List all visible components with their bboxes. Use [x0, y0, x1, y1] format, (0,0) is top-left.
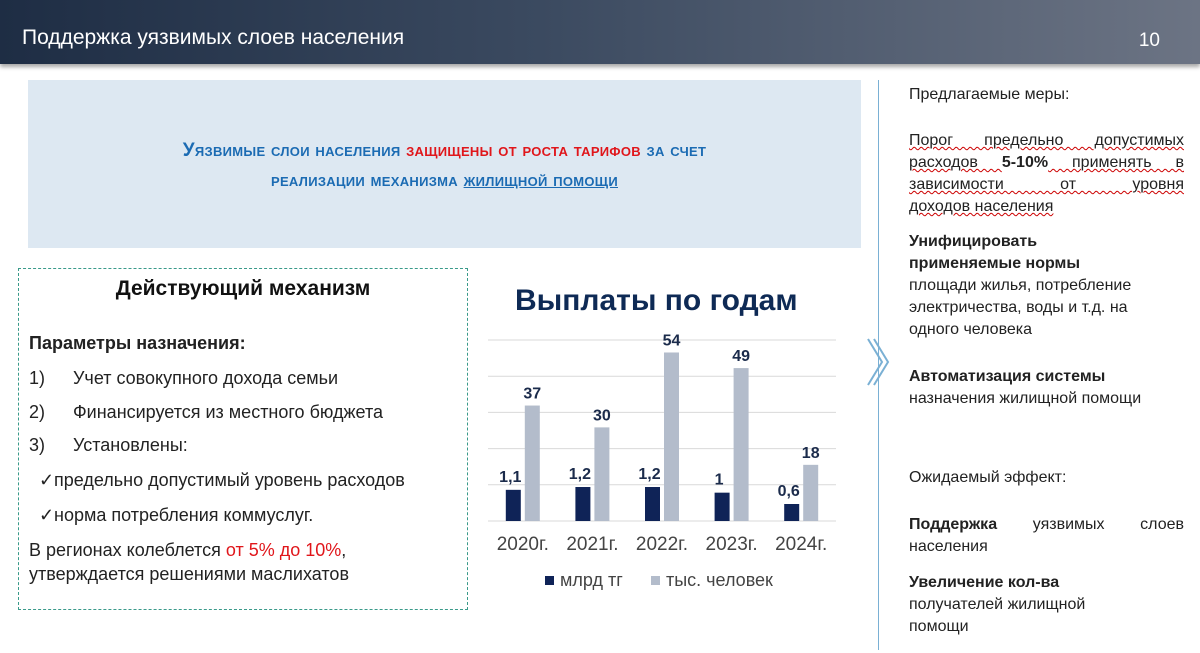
list-item [29, 368, 338, 389]
banner-link[interactable]: жилищной помощи [463, 170, 618, 191]
effect-1-text-2: населения [909, 538, 988, 555]
legend-label-people: тыс. человек [666, 570, 773, 590]
mechanism-title: Действующий механизм [115, 277, 371, 300]
list-text: Установлены: [73, 435, 188, 455]
measure-1-line [909, 152, 1184, 174]
slide-header [0, 0, 1200, 64]
effect-1-heading: Поддержка [909, 516, 998, 533]
measure-3 [909, 366, 1184, 410]
list-text: Учет совокупного дохода семьи [73, 368, 339, 388]
banner-text-2: реализации механизма [270, 170, 464, 191]
data-label-mlrd: 1 [714, 471, 724, 489]
checkmark-icon: ✓ [39, 470, 55, 490]
checkmark-icon: ✓ [39, 505, 55, 525]
regional-note-line-2: утверждается решениями маслихатов [29, 564, 350, 584]
measure-1-text: Порог предельно допустимых [909, 132, 1184, 149]
effect-title: Ожидаемый эффект: [909, 469, 1067, 486]
bar-mlrd-tg [506, 490, 521, 521]
effect-2-text: получателей жилищной помощи [909, 596, 1086, 635]
page-number: 10 [1138, 30, 1160, 51]
measure-1 [909, 130, 1184, 218]
effect-2-heading: Увеличение кол-ва [909, 574, 1060, 591]
note-highlight: от 5% до 10% [225, 540, 342, 560]
banner-text: Уязвимые слои населения [182, 140, 407, 161]
chevron-right-icon [862, 335, 890, 389]
list-item [29, 435, 188, 456]
bar-mlrd-tg [784, 504, 799, 521]
bar-mlrd-tg [715, 493, 730, 521]
bar-mlrd-tg [575, 487, 590, 521]
measure-3-text: назначения жилищной помощи [909, 390, 1142, 407]
bar-thousand-people [803, 465, 818, 521]
bar-mlrd-tg [645, 487, 660, 521]
banner-line-1 [28, 140, 861, 162]
check-text: предельно допустимый уровень расходов [54, 470, 405, 490]
measures-title: Предлагаемые меры: [909, 86, 1070, 103]
data-label-mlrd: 1,2 [638, 466, 661, 483]
banner-line-2 [28, 170, 861, 192]
bar-thousand-people [734, 368, 749, 521]
measure-2 [909, 231, 1177, 341]
bar-thousand-people [664, 352, 679, 521]
key-message-banner [28, 80, 861, 248]
data-label-people: 54 [662, 332, 681, 350]
list-number: 1) [29, 368, 46, 388]
data-label-people: 49 [732, 348, 750, 366]
data-label-people: 37 [523, 385, 542, 403]
effect-2 [909, 572, 1139, 638]
effect-1 [909, 514, 1184, 558]
payments-bar-chart [480, 330, 850, 600]
measure-1-highlight: 5-10% [1001, 154, 1049, 171]
measure-3-heading: Автоматизация системы [909, 368, 1106, 385]
x-tick-label: 2021г. [566, 534, 619, 555]
check-item [29, 505, 313, 526]
effect-1-line [909, 514, 1184, 536]
list-number: 2) [29, 402, 46, 422]
data-label-people: 18 [801, 444, 820, 462]
measure-1-line [909, 196, 1184, 218]
measure-1-text: расходов [909, 154, 1002, 171]
note-text: В регионах колеблется [29, 540, 226, 560]
legend-swatch-mlrd [545, 576, 554, 585]
slide-title: Поддержка уязвимых слоев населения [22, 26, 405, 49]
x-tick-label: 2022г. [635, 534, 689, 555]
measure-1-line [909, 174, 1184, 196]
data-label-people: 30 [593, 407, 611, 425]
params-label: Параметры назначения: [29, 333, 246, 353]
legend-label-mlrd: млрд тг [560, 570, 623, 590]
banner-highlight: защищены от роста тарифов [406, 140, 641, 161]
x-tick-label: 2023г. [705, 534, 758, 555]
list-text: Финансируется из местного бюджета [73, 402, 383, 422]
effect-1-text: уязвимых слоев [997, 516, 1184, 533]
x-tick-label: 2024г. [775, 534, 828, 555]
check-text: норма потребления коммуслуг. [54, 505, 314, 525]
data-label-mlrd: 0,6 [777, 483, 800, 500]
x-tick-label: 2020г. [496, 534, 549, 555]
list-number: 3) [29, 435, 46, 455]
note-punct: , [341, 540, 347, 560]
banner-text-end: за счет [640, 140, 707, 161]
legend-swatch-people [651, 576, 660, 585]
check-item [29, 470, 405, 491]
current-mechanism-box [18, 268, 468, 610]
list-item [29, 402, 383, 423]
data-label-mlrd: 1,1 [499, 468, 522, 486]
measure-2-text: площади жилья, потребление электричества, воды и т.д. на одного человека [909, 277, 1132, 338]
measure-1-text: применять в [1048, 154, 1184, 171]
chart-title: Выплаты по годам [515, 284, 798, 317]
measure-1-text: доходов населения [909, 198, 1054, 215]
bar-thousand-people [594, 427, 609, 521]
measure-1-line [909, 130, 1184, 152]
regional-note [29, 540, 346, 561]
bar-thousand-people [525, 406, 540, 521]
measure-1-text: зависимости от уровня [909, 176, 1184, 193]
data-label-mlrd: 1,2 [568, 466, 592, 483]
measure-2-heading: Унифицировать применяемые нормы [909, 233, 1081, 272]
